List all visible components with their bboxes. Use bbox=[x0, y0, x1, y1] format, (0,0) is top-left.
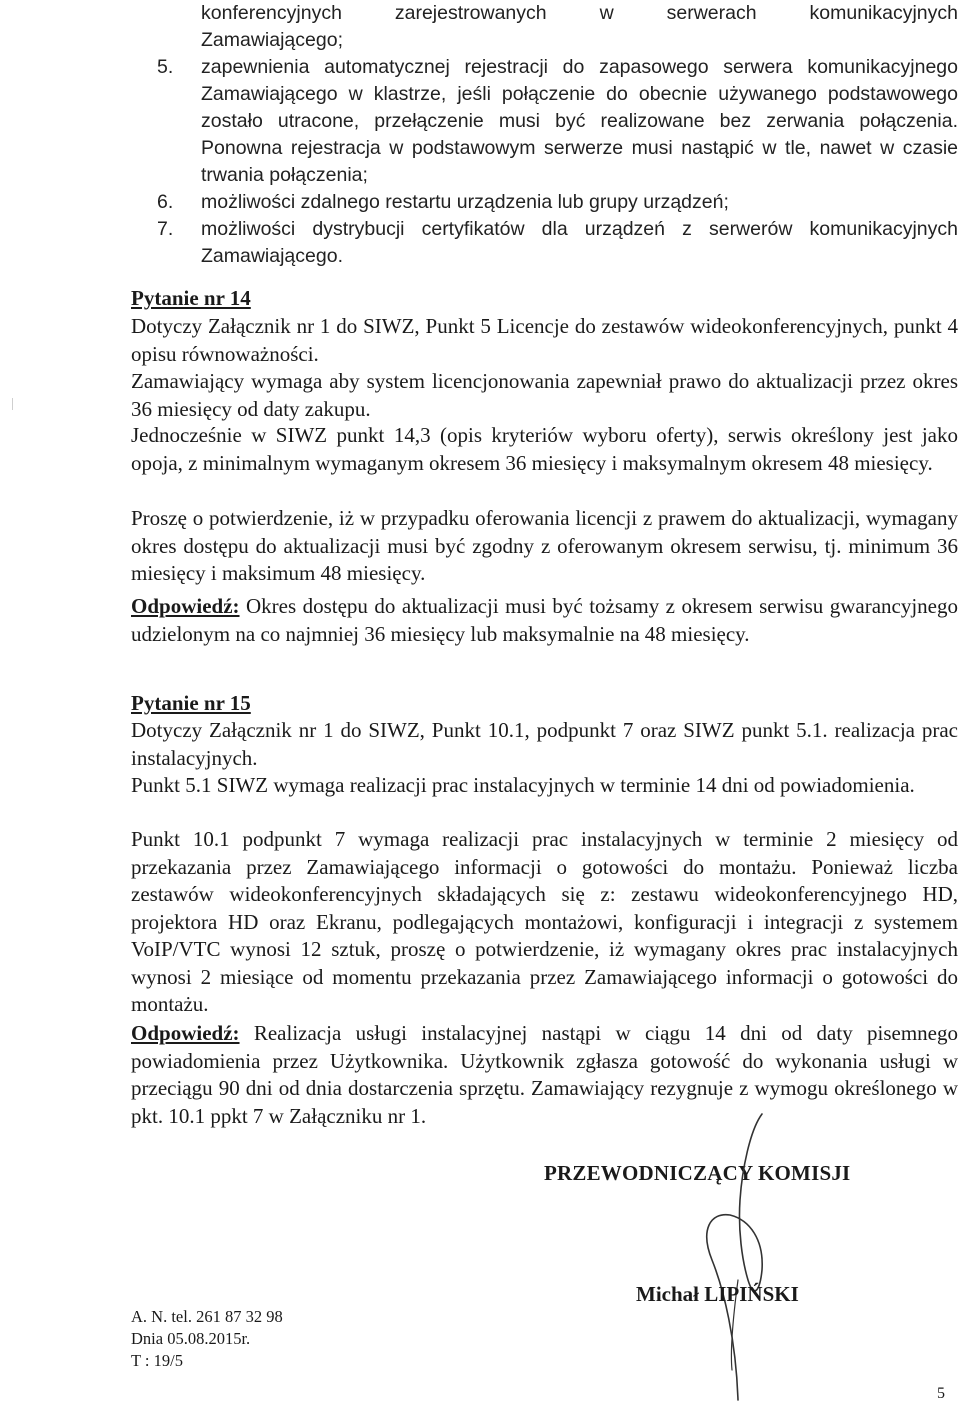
answer-label: Odpowiedź: bbox=[131, 1021, 240, 1045]
question-14-paragraph-2: Zamawiający wymaga aby system licencjonowania zapewniał prawo do aktualizacji przez okres 36 miesięcy od daty zakupu. bbox=[131, 369, 958, 421]
word: w bbox=[599, 2, 614, 24]
question-14-paragraph-1: Dotyczy Załącznik nr 1 do SIWZ, Punkt 5 Licencje do zestawów wideokonferencyjnych, punkt 4 opisu równoważności. bbox=[131, 314, 958, 366]
handwritten-signature bbox=[690, 1110, 800, 1410]
question-14-paragraph-4: Proszę o potwierdzenie, iż w przypadku oferowania licencji z prawem do aktualizacji, wymagany okres dostępu do aktualizacji musi być zgodny z oferowanym okresem serwisu, tj. minimum 36 miesięcy i maksimum 48 miesięcy. bbox=[131, 506, 958, 585]
question-14-paragraph-3: Jednocześnie w SIWZ punkt 14,3 (opis kryteriów wyboru oferty), serwis określony jest jako opoja, z minimalnym wymaganym okresem 36 miesięcy i maksymalnym okresem 48 miesięcy. bbox=[131, 423, 958, 475]
list-number-7: 7. bbox=[157, 218, 174, 240]
question-15-paragraph-3: Punkt 10.1 podpunkt 7 wymaga realizacji prac instalacyjnych w terminie 2 miesięcy od przekazania przez Zamawiającego informacji o gotowości do montażu. Ponieważ liczba zestawów wideokonferencyjnych składających się z: zestawu wideokonferencyjnego HD, projektora HD oraz Ekranu, podlegających montażowi, konfiguracji i integracji z systemem VoIP/VTC wynosi 12 sztuk, proszę o potwierdzenie, iż wymagany okres prac instalacyjnych wynosi 2 miesiące od momentu przekazania przez Zamawiającego informacji o gotowości do montażu. bbox=[131, 827, 958, 1016]
signature-title: PRZEWODNICZĄCY KOMISJI bbox=[544, 1161, 851, 1185]
list-number-5: 5. bbox=[157, 56, 174, 78]
word: zarejestrowanych bbox=[394, 2, 547, 24]
footer-phone: A. N. tel. 261 87 32 98 bbox=[131, 1307, 283, 1326]
question-14-answer bbox=[131, 593, 958, 648]
list-item-7: możliwości dystrybucji certyfikatów dla urządzeń z serwerów komunikacyjnych Zamawiającego. bbox=[201, 218, 958, 267]
footer-info bbox=[131, 1306, 283, 1372]
list-item-4-line2: Zamawiającego; bbox=[201, 29, 343, 51]
question-15-paragraph-1: Dotyczy Załącznik nr 1 do SIWZ, Punkt 10.1, podpunkt 7 oraz SIWZ punkt 5.1. realizacja prac instalacyjnych. bbox=[131, 718, 958, 770]
footer-date: Dnia 05.08.2015r. bbox=[131, 1329, 251, 1348]
word: konferencyjnych bbox=[201, 2, 342, 24]
word: komunikacyjnych bbox=[809, 2, 958, 24]
footer-reference: T : 19/5 bbox=[131, 1351, 183, 1370]
answer-text: Okres dostępu do aktualizacji musi być tożsamy z okresem serwisu gwarancyjnego udzielonym na co najmniej 36 miesięcy lub maksymalnie na 48 miesięcy. bbox=[131, 594, 958, 646]
list-item-4-continuation bbox=[201, 0, 958, 54]
page-number: 5 bbox=[937, 1385, 945, 1402]
question-15-heading: Pytanie nr 15 bbox=[131, 691, 251, 715]
answer-label: Odpowiedź: bbox=[131, 594, 240, 618]
list-item-5: zapewnienia automatycznej rejestracji do zapasowego serwera komunikacyjnego Zamawiającego w klastrze, jeśli połączenie do obecnie używanego podstawowego zostało utracone, przełączenie musi być realizowane bez zerwania połączenia. Ponowna rejestracja w podstawowym serwerze musi nastąpić w tle, nawet w czasie trwania połączenia; bbox=[201, 56, 958, 186]
scan-mark bbox=[12, 398, 13, 410]
list-item-4-line1 bbox=[201, 0, 958, 27]
list-item-6: możliwości zdalnego restartu urządzenia lub grupy urządzeń; bbox=[201, 191, 729, 213]
question-14-heading: Pytanie nr 14 bbox=[131, 286, 251, 310]
answer-text: Realizacja usługi instalacyjnej nastąpi w ciągu 14 dni od daty pisemnego powiadomienia przez Użytkownika. Użytkownik zgłasza gotowość do wykonania usługi w przeciągu 90 dni od dnia dostarczenia sprzętu. Zamawiający rezygnuje z wymogu określonego w pkt. 10.1 ppkt 7 w Załączniku nr 1. bbox=[131, 1021, 958, 1128]
signature-name: Michał LIPIŃSKI bbox=[636, 1282, 799, 1306]
list-number-6: 6. bbox=[157, 191, 174, 213]
word: serwerach bbox=[666, 2, 757, 24]
question-15-answer bbox=[131, 1020, 958, 1130]
question-15-paragraph-2: Punkt 5.1 SIWZ wymaga realizacji prac instalacyjnych w terminie 14 dni od powiadomienia. bbox=[131, 773, 915, 797]
